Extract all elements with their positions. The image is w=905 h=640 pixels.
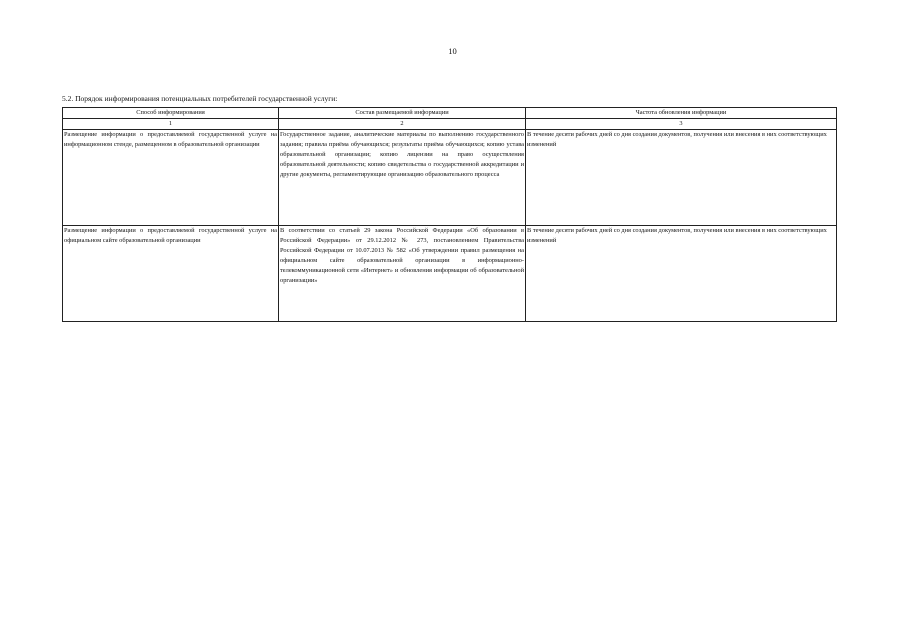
column-header-frequency: Частота обновления информации [526, 108, 837, 119]
column-header-content: Состав размещаемой информации [279, 108, 526, 119]
table-row [63, 130, 837, 226]
cell-method: Размещение информации о предоставляемой государственной услуге на информационном стенде, размещенном в образовательной организации [63, 130, 279, 226]
section-title: 5.2. Порядок информирования потенциальных потребителей государственной услуги: [62, 94, 338, 103]
column-number: 1 [63, 119, 279, 130]
cell-frequency: В течение десяти рабочих дней со дня создания документов, получения или внесения в них соответствующих изменений [526, 130, 837, 226]
table-row [63, 226, 837, 322]
table-header-row [63, 108, 837, 119]
cell-content: Государственное задание, аналитические материалы по выполнению государственного задания; правила приёма обучающихся; результаты приёма обучающихся; копию устава образовательной организации; копию лицензии на право осуществления образовательной деятельности; копию свидетельства о государственной аккредитации и другие документы, регламентирующие организацию образовательного процесса [279, 130, 526, 226]
column-number: 3 [526, 119, 837, 130]
cell-frequency: В течение десяти рабочих дней со дня создания документов, получения или внесения в них соответствующих изменений [526, 226, 837, 322]
cell-method: Размещение информации о предоставляемой государственной услуге на официальном сайте образовательной организации [63, 226, 279, 322]
column-header-method: Способ информирования [63, 108, 279, 119]
column-number-row [63, 119, 837, 130]
page-number: 10 [448, 46, 457, 56]
information-table [62, 107, 837, 322]
cell-content: В соответствии со статьей 29 закона Российской Федерации «Об образовании в Российской Федерации» от 29.12.2012 № 273, постановлением Правительства Российской Федерации от 10.07.2013 № 582 «Об утверждении правил размещения на официальном сайте образовательной организации в информационно-телекоммуникационной сети «Интернет» и обновления информации об образовательной организации» [279, 226, 526, 322]
column-number: 2 [279, 119, 526, 130]
